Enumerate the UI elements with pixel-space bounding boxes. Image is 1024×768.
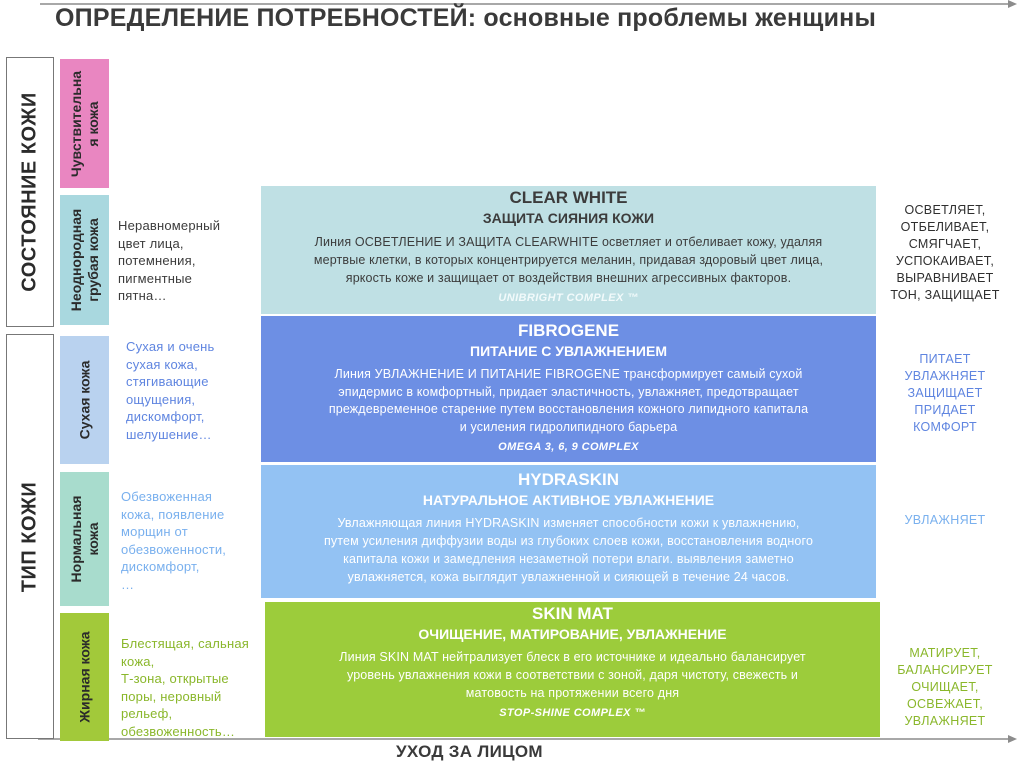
- problem-oily-text: Блестящая, сальная кожа, Т-зона, открытые поры, неровный рельеф, обезвоженность…: [121, 636, 250, 739]
- top-axis-arrowhead: [1008, 0, 1017, 8]
- fibrogene-subtitle: ПИТАНИЕ С УВЛАЖНЕНИЕМ: [470, 343, 667, 359]
- skin-mat-name: SKIN MAT: [532, 604, 613, 623]
- skin-mat-body: Линия SKIN MAT нейтрализует блеск в его источнике и идеально балансирует уровень увлажнения кожи в соответствии с зоной, даря чистоту, свежесть и матовость на протяжении всего дня: [339, 650, 806, 700]
- category-normal-label: Нормальная кожа: [67, 495, 101, 583]
- effects-skin-mat: МАТИРУЕТ, БАЛАНСИРУЕТ ОЧИЩАЕТ, ОСВЕЖАЕТ, УВЛАЖНЯЕТ: [897, 646, 993, 728]
- clear-white-name: CLEAR WHITE: [509, 188, 628, 207]
- category-uneven-skin: [60, 195, 109, 325]
- fibrogene-name: FIBROGENE: [517, 321, 620, 340]
- skin-type-group-box: [6, 334, 54, 739]
- category-sensitive-label: Чувствительна я кожа: [67, 70, 101, 177]
- panel-skin-mat: [265, 602, 880, 737]
- problem-dry-text: Сухая и очень сухая кожа, стягивающие ощущения, дискомфорт, шелушение…: [126, 339, 215, 442]
- hydraskin-name: HYDRASKIN: [517, 470, 620, 489]
- skin-mat-complex: STOP-SHINE COMPLEX ™: [499, 707, 646, 719]
- category-uneven-label: Неоднородная грубая кожа: [67, 208, 101, 312]
- skin-type-group-label: ТИП КОЖИ: [18, 481, 41, 592]
- panel-hydraskin: [261, 465, 876, 598]
- fibrogene-body: Линия УВЛАЖНЕНИЕ И ПИТАНИЕ FIBROGENE трансформирует самый сухой эпидермис в комфортный, придает эластичность, увлажняет, предотвращает преждевременное старение путем восстановления кожного липидного капитала и усиления гидролипидного барьера: [328, 367, 809, 434]
- category-oily-skin: [60, 613, 109, 741]
- clear-white-body: Линия ОСВЕТЛЕНИЕ И ЗАЩИТА CLEARWHITE осветляет и отбеливает кожу, удаляя мертвые клетки, в которых концентрируется меланин, придавая здоровый цвет лица, яркость коже и защищает от воздействия внешних агрессивных факторов.: [313, 235, 824, 285]
- effects-clear-white: ОСВЕТЛЯЕТ, ОТБЕЛИВАЕТ, СМЯГЧАЕТ, УСПОКАИВАЕТ, ВЫРАВНИВАЕТ ТОН, ЗАЩИЩАЕТ: [890, 203, 1000, 302]
- effects-fibrogene: ПИТАЕТ УВЛАЖНЯЕТ ЗАЩИЩАЕТ ПРИДАЕТ КОМФОРТ: [904, 352, 986, 434]
- bottom-axis-arrowhead: [1008, 735, 1017, 743]
- category-oily-label: Жирная кожа: [76, 631, 92, 723]
- problem-normal-text: Обезвоженная кожа, появление морщин от обезвоженности, дискомфорт, …: [121, 489, 227, 592]
- clear-white-subtitle: ЗАЩИТА СИЯНИЯ КОЖИ: [482, 210, 655, 226]
- category-dry-skin: [60, 336, 109, 464]
- effects-hydraskin: УВЛАЖНЯЕТ: [904, 513, 986, 527]
- category-dry-label: Сухая кожа: [76, 360, 92, 440]
- skin-state-group-box: [6, 57, 54, 327]
- clear-white-complex: UNIBRIGHT COMPLEX ™: [498, 292, 639, 304]
- category-normal-skin: [60, 472, 109, 606]
- hydraskin-subtitle: НАТУРАЛЬНОЕ АКТИВНОЕ УВЛАЖНЕНИЕ: [422, 492, 715, 508]
- hydraskin-body: Увлажняющая линия HYDRASKIN изменяет способности кожи к увлажнению, путем усиления диффузии воды из глубоких слоев кожи, восстановления водного капитала кожи и замедления незаметной потери влаги. выявления заметно увлажняется, кожа выглядит увлажненной и сияющей в течение 24 часов.: [323, 516, 814, 584]
- fibrogene-complex: OMEGA 3, 6, 9 COMPLEX: [498, 441, 639, 453]
- problem-uneven-text: Неравномерный цвет лица, потемнения, пигментные пятна…: [118, 218, 221, 303]
- skin-state-group-label: СОСТОЯНИЕ КОЖИ: [18, 92, 41, 292]
- category-sensitive-skin: [60, 59, 109, 188]
- panel-fibrogene: [261, 316, 876, 462]
- footer-axis-label: УХОД ЗА ЛИЦОМ: [396, 742, 543, 761]
- page-title: ОПРЕДЕЛЕНИЕ ПОТРЕБНОСТЕЙ: основные проблемы женщины: [55, 4, 877, 32]
- skin-mat-subtitle: ОЧИЩЕНИЕ, МАТИРОВАНИЕ, УВЛАЖНЕНИЕ: [418, 626, 727, 642]
- panel-clear-white: [261, 186, 876, 314]
